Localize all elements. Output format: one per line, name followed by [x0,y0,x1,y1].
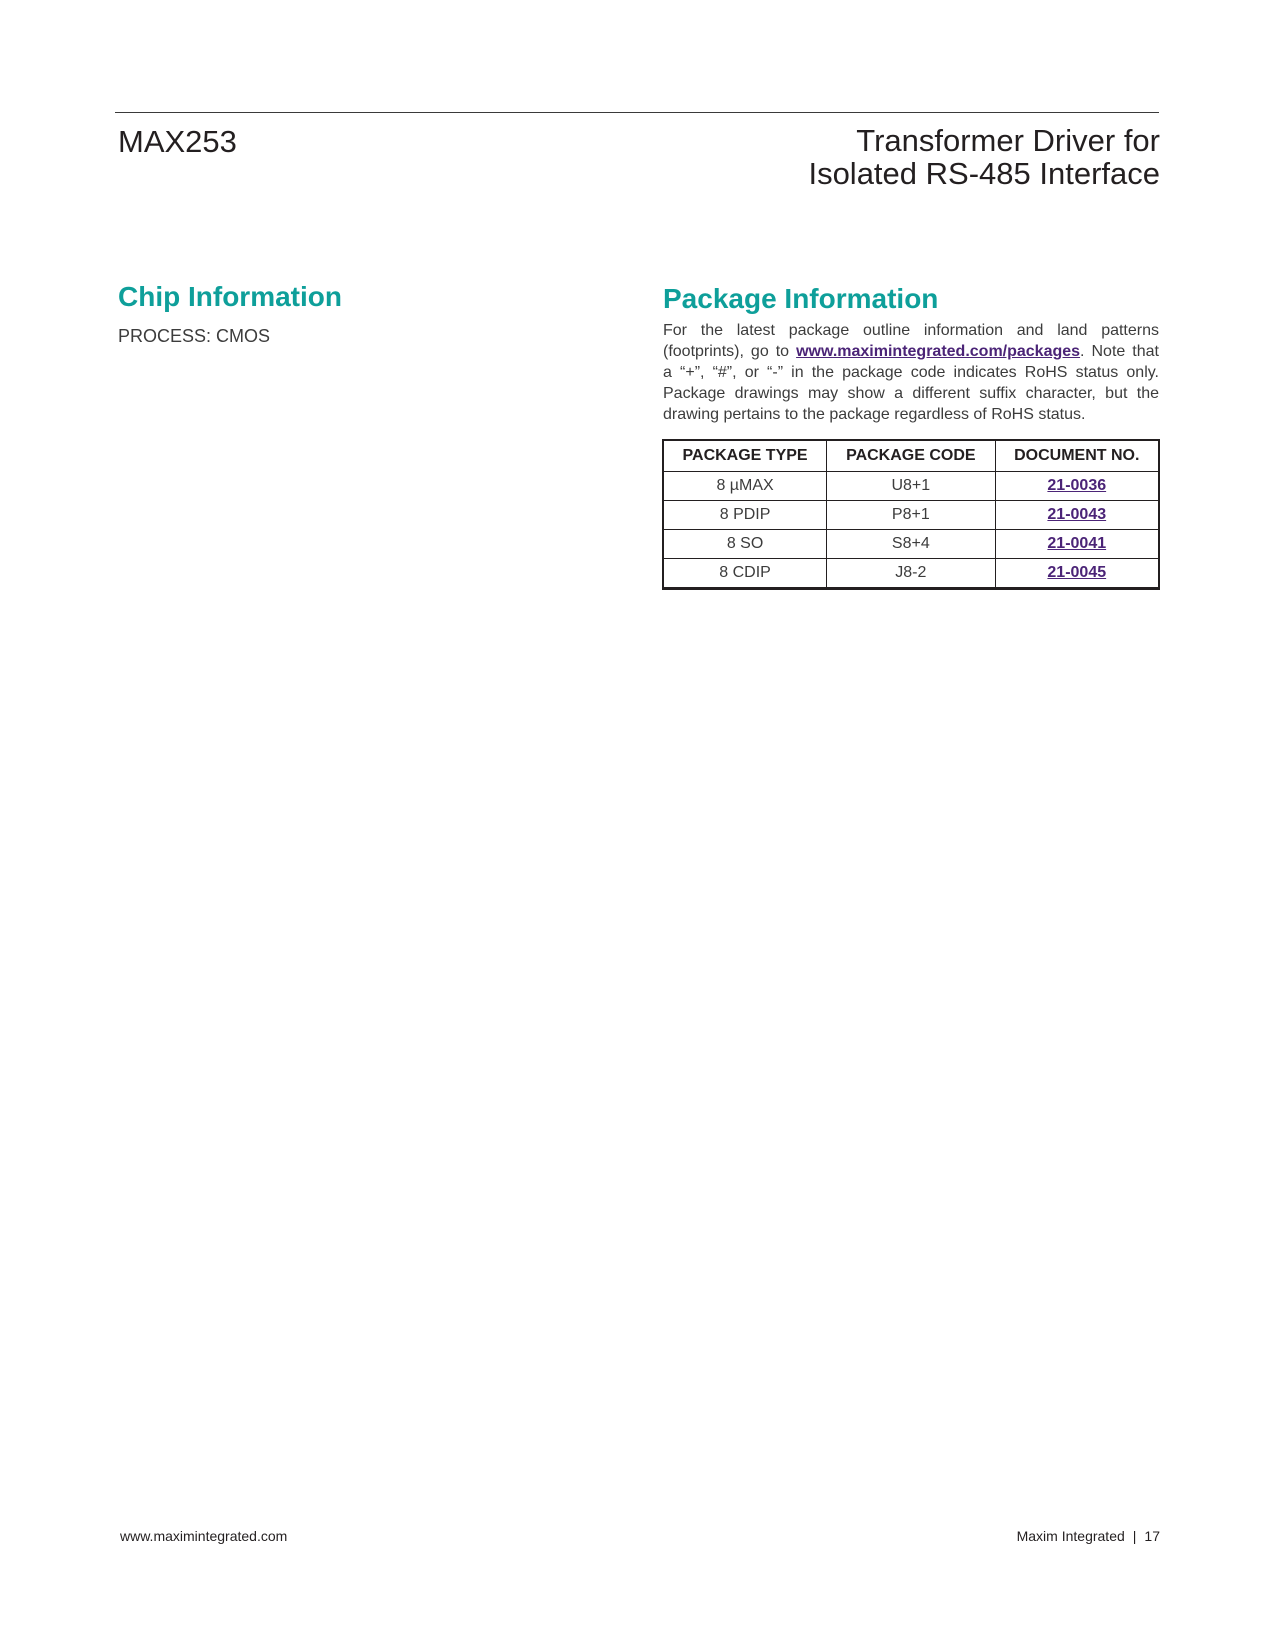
package-information-heading: Package Information [663,283,939,314]
document-link[interactable]: 21-0045 [1047,564,1107,581]
document-title [640,124,1160,190]
package-type-cell: 8 CDIP [663,559,827,589]
chip-information-heading: Chip Information [118,281,342,312]
document-no-cell [995,530,1159,559]
package-information-paragraph [663,320,1159,425]
footer-separator: | [1132,1528,1137,1544]
document-no-cell [995,501,1159,530]
document-no-cell [995,472,1159,501]
table-row [663,501,1159,530]
header-document-no: DOCUMENT NO. [995,440,1159,472]
document-no-cell [995,559,1159,589]
table-row [663,559,1159,589]
package-text-after-link: . Note that a “+”, “#”, or “-” in the package code indicates RoHS status only. Package drawings may show a different suffix character, but the drawing pertains to the package regardless of RoHS status. [663,343,1159,423]
packages-link[interactable]: www.maximintegrated.com/packages [796,343,1081,360]
document-link[interactable]: 21-0041 [1047,535,1107,552]
package-type-cell: 8 µMAX [663,472,827,501]
package-type-cell: 8 SO [663,530,827,559]
document-title-line-2: Isolated RS-485 Interface [808,156,1160,191]
package-code-cell: S8+4 [827,530,995,559]
footer-company: Maxim Integrated [1016,1528,1125,1544]
document-link[interactable]: 21-0043 [1047,506,1107,523]
footer-company-page [1017,1528,1160,1544]
package-code-cell: U8+1 [827,472,995,501]
package-table [662,439,1160,590]
chip-process-text: PROCESS: CMOS [118,326,271,346]
package-code-cell: P8+1 [827,501,995,530]
header-rule [115,112,1159,113]
page-number: 17 [1144,1528,1160,1544]
document-title-line-1: Transformer Driver for [856,123,1160,158]
header-package-type: PACKAGE TYPE [663,440,827,472]
header-package-code: PACKAGE CODE [827,440,995,472]
package-text-before-link: For the latest package outline information and land patterns (footprints), go to [663,322,1159,360]
package-table-header-row [663,440,1159,472]
document-link[interactable]: 21-0036 [1047,477,1107,494]
table-row [663,530,1159,559]
part-number: MAX253 [118,124,237,159]
footer-website[interactable]: www.maximintegrated.com [120,1528,288,1544]
package-type-cell: 8 PDIP [663,501,827,530]
package-code-cell: J8-2 [827,559,995,589]
table-row [663,472,1159,501]
